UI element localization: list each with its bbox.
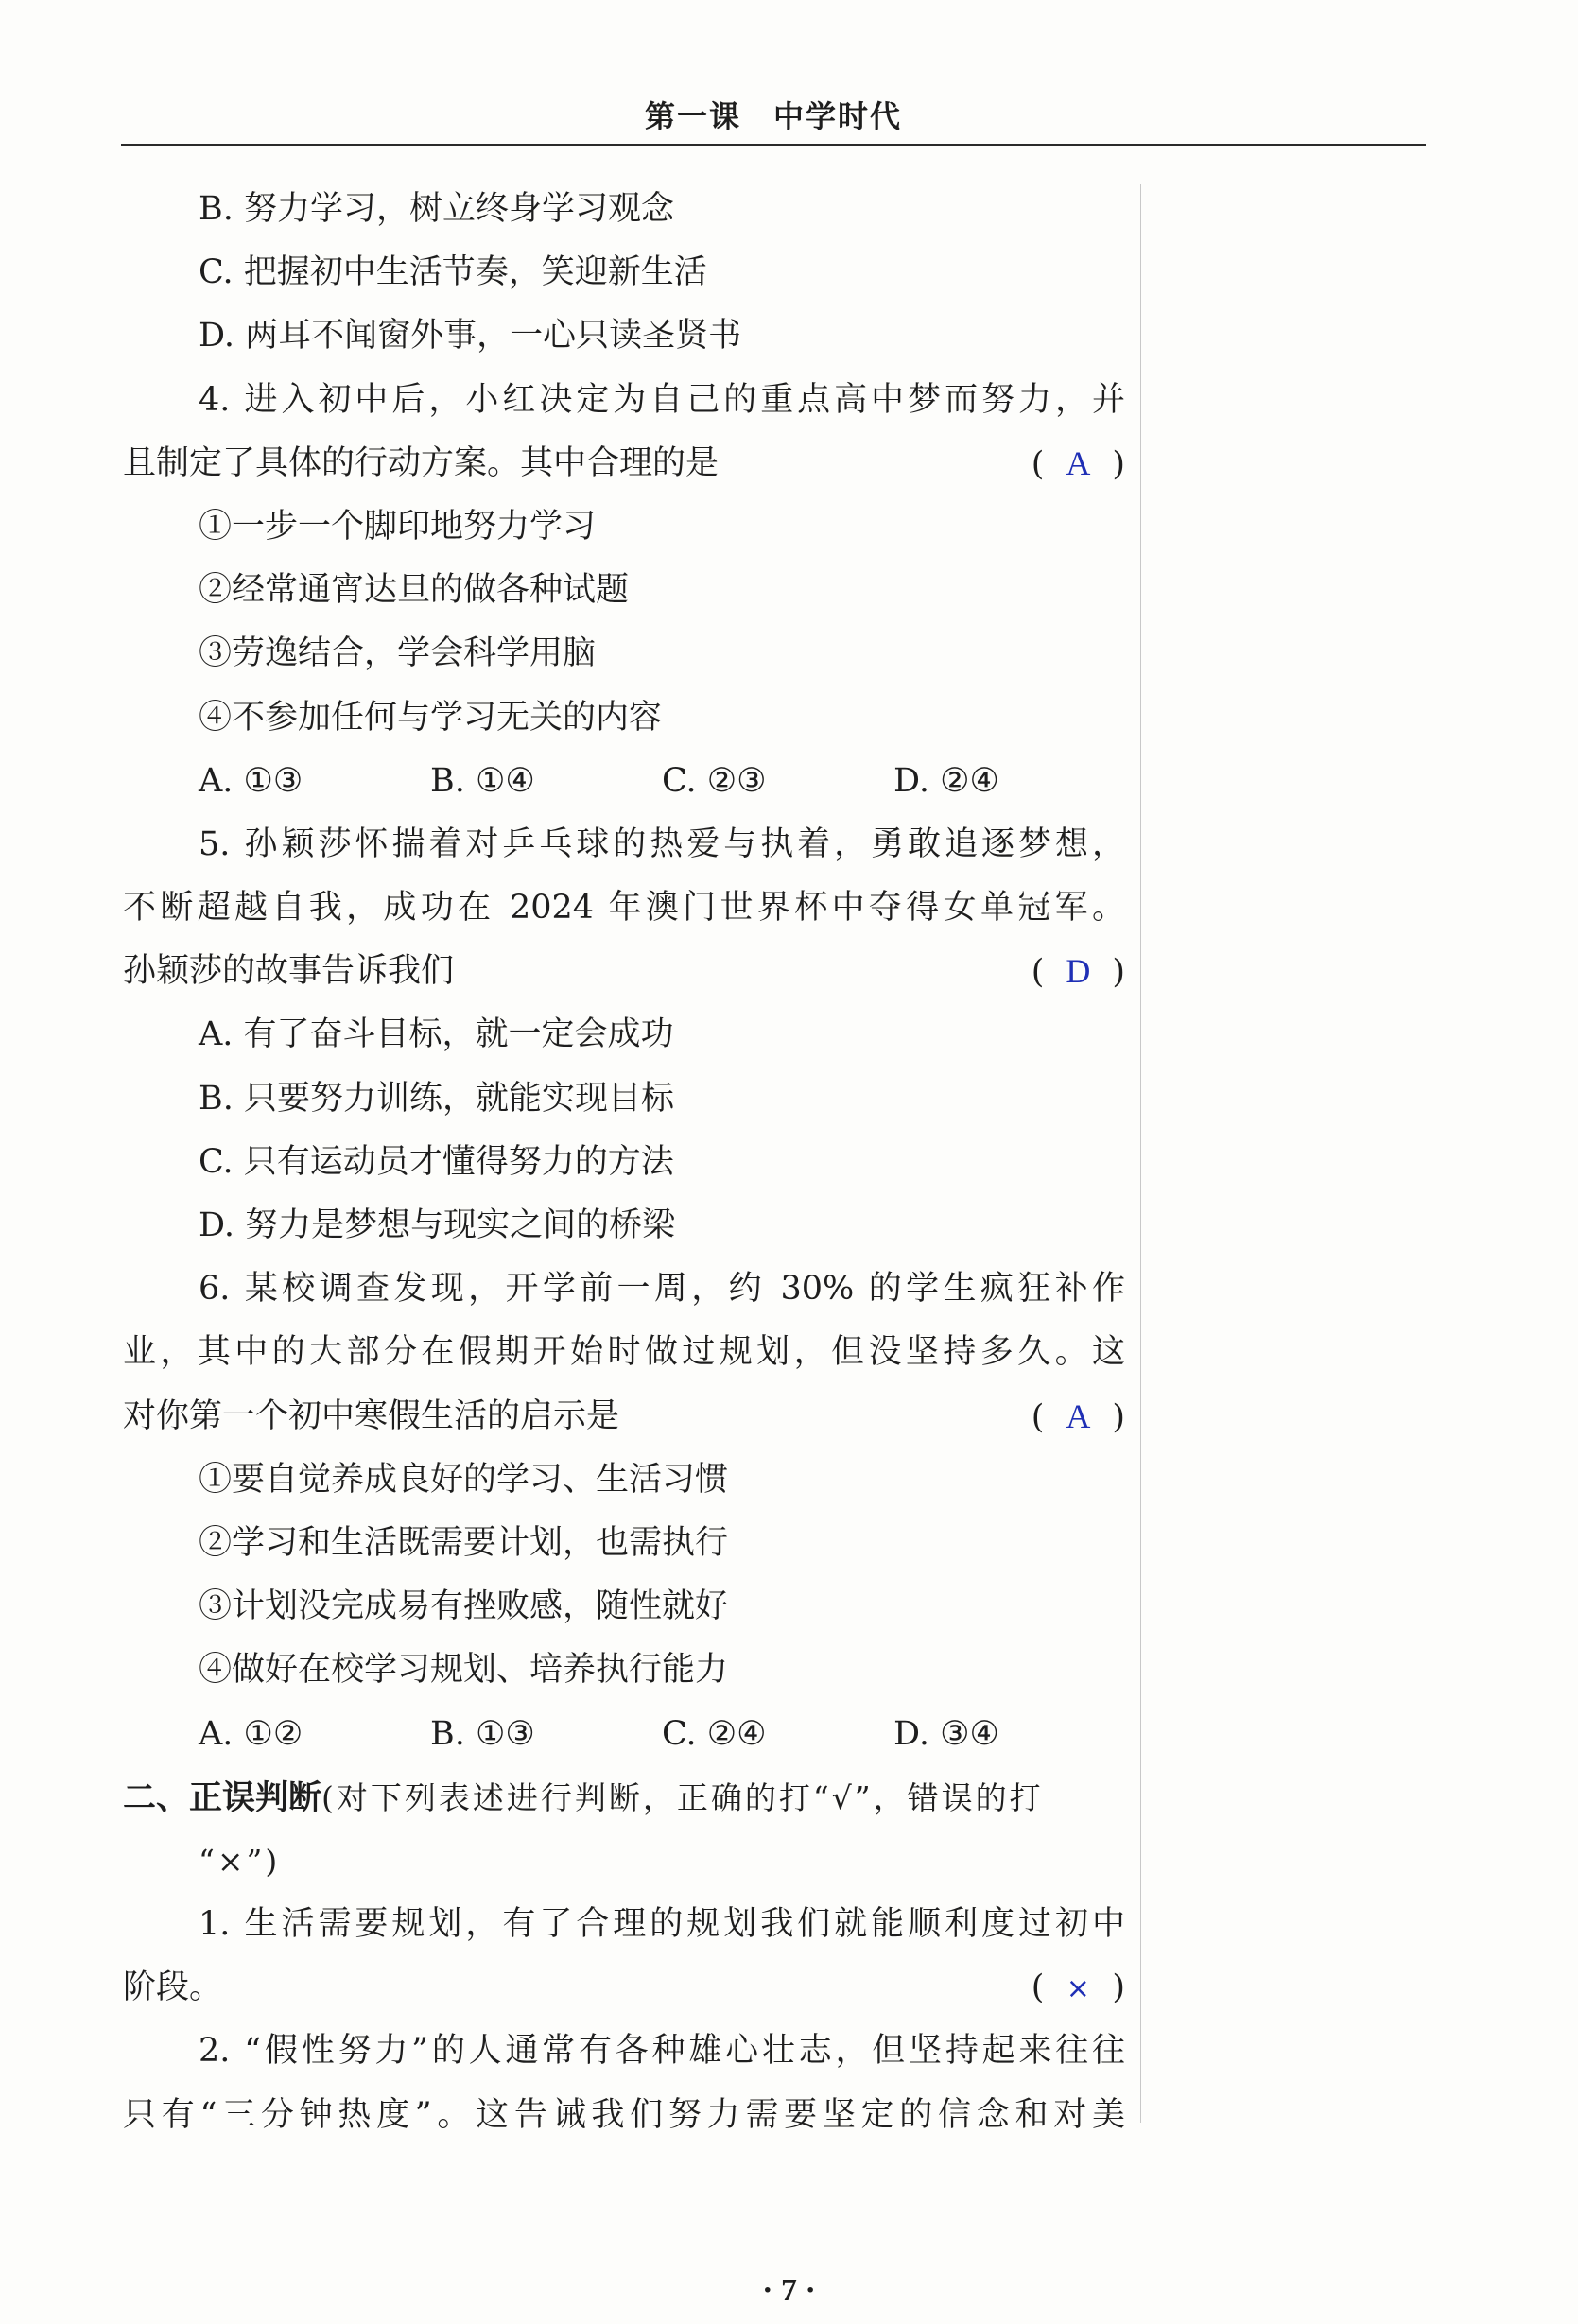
q6-option-a: A. ①② [199, 1714, 303, 1753]
q5-stem-text: 孙颖莎的故事告诉我们 [123, 952, 455, 991]
q5-stem-line: 不断超越自我，成功在 2024 年澳门世界杯中夺得女单冠军。 [123, 889, 1125, 928]
q6-item: ②学习和生活既需要计划，也需执行 [199, 1523, 729, 1562]
q6-item: ①要自觉养成良好的学习、生活习惯 [199, 1460, 729, 1499]
q3-option-d: D. 两耳不闻窗外事，一心只读圣贤书 [199, 317, 742, 356]
tf2-stem-line: 2. “假性努力”的人通常有各种雄心壮志，但坚持起来往往 [199, 2032, 1125, 2071]
q5-stem-line [123, 940, 1125, 1003]
page-number: · 7 · [762, 2273, 816, 2308]
q3-option-c: C. 把握初中生活节奏，笑迎新生活 [199, 253, 707, 292]
q4-option-b: B. ①④ [430, 761, 535, 800]
page-content [123, 178, 1125, 2147]
q5-option-a: A. 有了奋斗目标，就一定会成功 [199, 1015, 674, 1054]
tf1-answer-box: ( × ) [1032, 1956, 1125, 2020]
tf1-stem-line [123, 1956, 1125, 2020]
q4-option-a: A. ①③ [199, 761, 303, 800]
q5-option-c: C. 只有运动员才懂得努力的方法 [199, 1142, 674, 1181]
q6-stem-line: 业，其中的大部分在假期开始时做过规划，但没坚持多久。这 [123, 1333, 1125, 1372]
section-instruction: (对下列表述进行判断，正确的打“√”，错误的打 [321, 1778, 1044, 1816]
q4-options [123, 750, 1125, 813]
margin-rule [1140, 184, 1141, 2123]
lesson-number: 第一课 [644, 98, 741, 134]
q4-stem-line [123, 432, 1125, 495]
q6-answer-box: ( A ) [1032, 1385, 1125, 1449]
q5-stem-line: 5. 孙颖莎怀揣着对乒乓球的热爱与执着，勇敢追逐梦想， [199, 824, 1125, 863]
q6-options [123, 1703, 1125, 1766]
q6-option-d: D. ③④ [893, 1714, 999, 1753]
tf2-stem-line: 只有“三分钟热度”。这告诫我们努力需要坚定的信念和对美 [123, 2095, 1125, 2134]
q4-option-d: D. ②④ [893, 761, 999, 800]
section-heading [123, 1766, 1125, 1830]
q4-option-c: C. ②③ [662, 761, 767, 800]
q6-item: ④做好在校学习规划、培养执行能力 [199, 1651, 729, 1690]
q6-option-b: B. ①③ [430, 1714, 535, 1753]
q5-option-d: D. 努力是梦想与现实之间的桥梁 [199, 1206, 676, 1244]
q6-stem-line: 6. 某校调查发现，开学前一周，约 30% 的学生疯狂补作 [199, 1270, 1125, 1309]
tf1-stem-line: 1. 生活需要规划，有了合理的规划我们就能顺利度过初中 [199, 1905, 1125, 1944]
lesson-title: 中学时代 [773, 98, 903, 134]
q4-stem-line: 4. 进入初中后，小红决定为自己的重点高中梦而努力，并 [199, 380, 1125, 419]
q6-stem-text: 对你第一个初中寒假生活的启示是 [123, 1396, 620, 1435]
q3-option-b: B. 努力学习，树立终身学习观念 [199, 190, 674, 228]
q5-answer: D [1066, 952, 1091, 991]
q4-answer-box: ( A ) [1032, 432, 1125, 496]
q5-answer-box: ( D ) [1032, 940, 1125, 1004]
q4-answer: A [1066, 443, 1091, 482]
tf1-answer: × [1066, 1972, 1090, 2006]
q4-item: ④不参加任何与学习无关的内容 [199, 698, 663, 737]
q4-item: ②经常通宵达旦的做各种试题 [199, 571, 630, 610]
section-instruction-cont: “×”) [199, 1842, 281, 1880]
q6-option-c: C. ②④ [662, 1714, 767, 1753]
q5-option-b: B. 只要努力训练，就能实现目标 [199, 1079, 674, 1118]
q4-stem-text: 且制定了具体的行动方案。其中合理的是 [123, 443, 720, 482]
q4-item: ①一步一个脚印地努力学习 [199, 507, 597, 546]
q4-item: ③劳逸结合，学会科学用脑 [199, 634, 597, 673]
tf1-stem-text: 阶段。 [123, 1968, 223, 2007]
q6-stem-line [123, 1385, 1125, 1448]
header-rule [121, 144, 1426, 146]
section-title: 二、正误判断 [123, 1778, 322, 1817]
q6-item: ③计划没完成易有挫败感，随性就好 [199, 1587, 729, 1626]
page-header [121, 93, 1426, 136]
q6-answer: A [1066, 1396, 1091, 1435]
